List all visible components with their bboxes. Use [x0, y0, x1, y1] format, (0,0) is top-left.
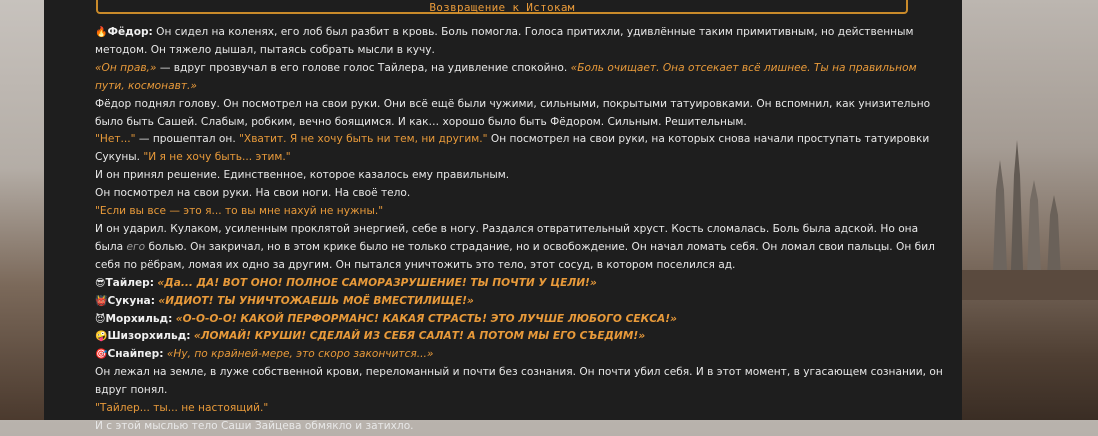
- quote-text: «Он прав,»: [95, 61, 157, 74]
- background-right: [962, 0, 1098, 420]
- voice-text: «Да... ДА! ВОТ ОНО! ПОЛНОЕ САМОРАЗРУШЕНИЕ! ТЫ ПОЧТИ У ЦЕЛИ!»: [157, 276, 597, 289]
- zany-face-icon: 🤪: [95, 331, 108, 343]
- narration-text: болью. Он закричал, но в этом крике было не только страдание, но и освобождение. Он начал ломать себя. Он ломал свои пальцы. Он бил себя по рёбрам, ломая их одно за другим. Он пытался уничтожить это тело, этот сосуд, в котором поселился ад.: [95, 240, 935, 271]
- chapter-title: Возвращение к Истокам: [429, 1, 575, 14]
- paragraph: [95, 400, 947, 418]
- voice-line: [95, 275, 947, 293]
- narration-text: Он посмотрел на свои руки. На свои ноги. На своё тело.: [95, 187, 411, 200]
- paragraph: [95, 203, 947, 221]
- narration-text: И с этой мыслью тело Саши Зайцева обмякло и затихло.: [95, 419, 414, 432]
- target-icon: 🎯: [95, 349, 108, 361]
- voice-text: «ИДИОТ! ТЫ УНИЧТОЖАЕШЬ МОЁ ВМЕСТИЛИЩЕ!»: [158, 294, 474, 307]
- quote-text: "И я не хочу быть... этим.": [143, 151, 291, 164]
- speaker-name: Сукуна:: [107, 294, 155, 307]
- story-content: [95, 24, 947, 436]
- paragraph: [95, 221, 947, 275]
- paragraph: [95, 364, 947, 400]
- paragraph: [95, 24, 947, 60]
- narration-text: И он ударил. Кулаком, усиленным проклятой энергией, себе в ногу. Раздался отвратительный хруст. Кость сломалась. Боль была адской. Но она была: [95, 222, 919, 253]
- ogre-icon: 👹: [95, 295, 108, 307]
- paragraph: [95, 167, 947, 185]
- speaker-name: Снайпер:: [107, 348, 164, 361]
- quote-text: "Если вы все — это я... то вы мне нахуй не нужны.": [95, 205, 384, 218]
- emphasis-text: его: [126, 240, 146, 253]
- speaker-name: Фёдор:: [107, 26, 153, 38]
- voice-line: [95, 293, 947, 311]
- paragraph: [95, 131, 947, 167]
- voice-text: «Ну, по крайней-мере, это скоро закончится...»: [166, 348, 434, 361]
- paragraph: [95, 185, 947, 203]
- voice-line: [95, 311, 947, 329]
- background-left: [0, 0, 44, 420]
- speaker-name: Морхильд:: [105, 312, 173, 325]
- narration-text: Фёдор поднял голову. Он посмотрел на свои руки. Они всё ещё были чужими, сильными, покрытыми татуировками. Он вспомнил, как унизительно было быть Сашей. Слабым, робким, вечно боящимся. И как… хорошо было быть Фёдором. Сильным. Решительным.: [95, 97, 931, 128]
- voice-text: «О-О-О-О! КАКОЙ ПЕРФОРМАНС! КАКАЯ СТРАСТЬ! ЭТО ЛУЧШЕ ЛЮБОГО СЕКСА!»: [175, 312, 677, 325]
- narration-text: Он лежал на земле, в луже собственной крови, переломанный и почти без сознания. Он почти убил себя. И в этот момент, в угасающем сознании, он вдруг понял.: [95, 366, 943, 397]
- background-towers: [962, 120, 1098, 300]
- quote-text: «Боль очищает. Она отсекает всё лишнее. Ты на правильном пути, космонавт.»: [95, 61, 917, 92]
- narration-text: И он принял решение. Единственное, которое казалось ему правильным.: [95, 169, 510, 182]
- story-panel: [44, 0, 962, 432]
- narration-text: Он посмотрел на свои руки, на которых снова начали проступать татуировки Сукуны.: [95, 133, 930, 164]
- voice-line: [95, 328, 947, 346]
- sunglasses-face-icon: 😎: [95, 277, 106, 289]
- devil-face-icon: 😈: [95, 313, 106, 325]
- narration-text: Он сидел на коленях, его лоб был разбит в кровь. Боль помогла. Голоса притихли, удивлённые таким примитивным, но действенным методом. Он тяжело дышал, пытаясь собрать мысли в кучу.: [95, 26, 914, 56]
- chapter-title-box: [96, 0, 908, 14]
- speaker-name: Тайлер:: [105, 276, 154, 289]
- quote-text: "Нет...": [95, 133, 136, 146]
- speaker-name: Шизорхильд:: [107, 330, 191, 343]
- paragraph: [95, 418, 947, 436]
- paragraph: [95, 96, 947, 132]
- narration-text: — вдруг прозвучал в его голове голос Тайлера, на удивление спокойно.: [156, 61, 571, 74]
- fire-icon: 🔥: [95, 27, 108, 38]
- narration-text: — прошептал он.: [135, 133, 240, 146]
- quote-text: "Хватит. Я не хочу быть ни тем, ни другим.": [239, 133, 488, 146]
- voice-line: [95, 346, 947, 364]
- quote-text: "Тайлер... ты... не настоящий.": [95, 402, 269, 415]
- paragraph: [95, 60, 947, 96]
- voice-text: «ЛОМАЙ! КРУШИ! СДЕЛАЙ ИЗ СЕБЯ САЛАТ! А ПОТОМ МЫ ЕГО СЪЕДИМ!»: [193, 330, 646, 343]
